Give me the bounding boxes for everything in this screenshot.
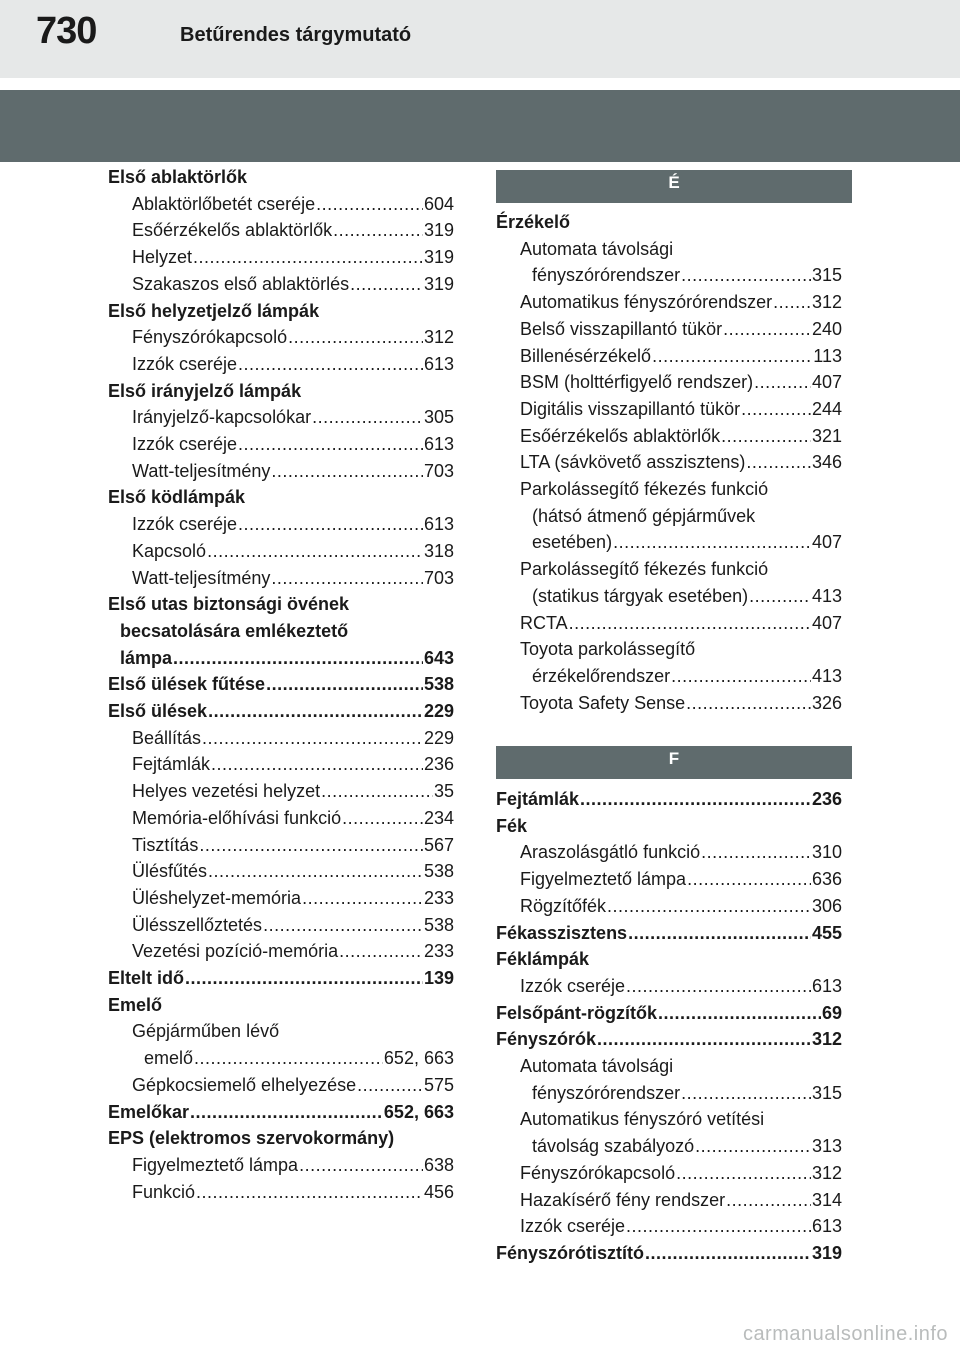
index-entry-term: Fejtámlák [496,789,580,809]
index-entry-term: (statikus tárgyak esetében) [532,585,749,606]
dot-leader [671,663,811,690]
index-entry-term: Hazakísérő fény rendszer [520,1189,726,1210]
index-entry [108,298,454,325]
index-entry-term: Parkolássegítő fékezés funkció [520,479,769,499]
index-entry-term: Memória-előhívási funkció [132,807,342,828]
index-entry [496,1160,842,1187]
index-entry-term: Fényszórókapcsoló [132,327,288,348]
index-entry [496,663,842,690]
dot-leader [626,1213,811,1240]
dot-leader [321,778,433,805]
index-entry [496,343,842,370]
index-entry [496,636,842,663]
index-entry-term: Izzók cseréje [520,1216,626,1237]
dot-leader [607,893,811,920]
index-entry [496,396,842,423]
index-entry-page: 236 [811,789,842,809]
index-entry [496,289,842,316]
dot-leader [580,786,811,813]
dot-leader [645,1240,811,1267]
index-entry [496,893,842,920]
index-entry-page: 346 [811,452,842,473]
index-entry-term: Belső visszapillantó tükör [520,318,723,339]
index-entry-page: 407 [811,612,842,633]
index-entry-page: 233 [423,941,454,962]
index-entry [108,1125,454,1152]
index-entry [108,645,454,672]
index-entry [496,1213,842,1240]
index-entry [108,191,454,218]
index-entry-page: 244 [811,398,842,419]
index-entry-term: Vezetési pozíció-memória [132,941,339,962]
dot-leader [208,858,423,885]
index-entry-term: Első utas biztonsági övének [108,594,350,615]
index-entry-page: 613 [423,434,454,454]
index-entry-page: 455 [811,922,842,943]
index-entry-page: 139 [423,968,454,988]
index-entry [108,992,454,1019]
index-entry [496,262,842,289]
index-entry [108,1099,454,1126]
dot-leader [754,369,811,396]
index-entry-page: 113 [813,345,842,366]
index-entry-term: BSM (holttérfigyelő rendszer) [520,372,754,393]
index-entry [108,1152,454,1179]
index-entry [108,1072,454,1099]
index-entry-page: 315 [811,1082,842,1103]
index-entry-page: 312 [811,1029,842,1050]
index-entry-page: 538 [423,861,454,882]
index-entry-page: 319 [423,220,454,241]
index-entry-term: Fejtámlák [132,754,211,775]
index-entry-page: 652, 663 [383,1048,454,1069]
index-entry-page: 652, 663 [383,1101,454,1122]
index-entry [108,858,454,885]
index-entry-term: Első ablaktörlők [108,167,248,187]
index-entry-term: Gépjárműben lévő [132,1021,280,1042]
index-entry [496,503,842,530]
dot-leader [207,538,423,565]
index-entry-term: Üléshelyzet-memória [132,887,302,908]
dot-leader [681,1080,811,1107]
index-entry-page: 319 [423,247,454,268]
index-entry [108,511,454,538]
dot-leader [626,973,811,1000]
index-entry [108,698,454,725]
watermark: carmanualsonline.info [742,1323,948,1345]
dot-leader [597,1026,811,1053]
index-entry-term: Érzékelő [496,212,571,232]
index-entry-term: Ülésfűtés [132,861,208,882]
dot-leader [773,289,811,316]
index-entry [108,912,454,939]
index-entry-term: (hátsó átmenő gépjárművek [532,505,756,526]
dot-leader [266,671,423,698]
dot-leader [333,217,423,244]
index-entry-page: 319 [811,1242,842,1263]
index-entry-page: 538 [423,674,454,695]
index-entry-term: Fékasszisztens [496,922,628,943]
dot-leader [173,645,423,672]
index-entry-term: Esőérzékelős ablaktörlők [132,220,333,241]
index-entry-term: Izzók cseréje [132,514,238,535]
index-entry-term: Automata távolsági [520,238,674,259]
index-entry [496,786,842,813]
index-entry-term: Funkció [132,1181,196,1202]
index-entry [496,1080,842,1107]
index-entry-page: 643 [423,647,454,668]
index-entry-page: 567 [423,834,454,855]
index-entry-term: LTA (sávkövető asszisztens) [520,452,746,473]
dot-leader [652,343,812,370]
index-entry-page: 456 [423,1181,454,1202]
dot-leader [681,262,811,289]
letter-heading-e [496,170,852,203]
index-entry-page: 312 [423,327,454,348]
index-entry [108,751,454,778]
index-entry-term: Gépkocsiemelő elhelyezése [132,1074,357,1095]
dot-leader [211,751,423,778]
index-entry [496,1000,842,1027]
dot-leader [190,1099,383,1126]
index-entry-page: 318 [423,540,454,561]
index-entry-term: Szakaszos első ablaktörlés [132,273,350,294]
index-entry-page: 240 [811,318,842,339]
index-entry [496,1133,842,1160]
index-entry-page: 575 [423,1074,454,1095]
index-entry [496,449,842,476]
index-entry-page: 306 [811,895,842,916]
index-entry-term: Féklámpák [496,949,590,970]
index-entry-term: Eltelt idő [108,968,184,988]
index-entry [108,965,454,992]
index-entry-page: 312 [811,1162,842,1183]
dot-leader [342,805,423,832]
dot-leader [208,698,423,725]
index-entry-page: 313 [811,1136,842,1157]
index-entry-term: Araszolásgátló funkció [520,842,701,863]
index-entry-term: Automata távolsági [520,1056,674,1076]
index-entry-term: érzékelőrendszer [532,665,671,686]
index-entry-page: 538 [423,914,454,935]
index-entry-term: Tisztítás [132,834,199,855]
index-entry [496,556,842,583]
dot-leader [271,458,423,485]
page-number: 730 [36,10,97,52]
index-entry [108,565,454,592]
index-entry-term: Irányjelző-kapcsolókar [132,407,312,428]
index-entry [108,431,454,458]
index-entry-term: Első irányjelző lámpák [108,380,302,401]
index-entry [496,813,842,840]
index-entry-page: 703 [423,460,454,481]
index-entry-term: Esőérzékelős ablaktörlők [520,425,721,446]
index-entry-page: 35 [433,781,454,802]
index-entry-term: Izzók cseréje [520,975,626,996]
index-entry-page: 314 [811,1189,842,1210]
index-entry-page: 613 [423,514,454,535]
dot-leader [658,1000,821,1027]
index-entry [496,423,842,450]
index-entry [496,1106,842,1133]
index-entry [108,271,454,298]
dot-leader [299,1152,423,1179]
index-entry-page: 229 [423,727,454,748]
index-entry-page: 613 [423,353,454,374]
index-entry [108,778,454,805]
index-entry-term: Rögzítőfék [520,895,607,916]
index-entry-page: 613 [811,975,842,996]
dot-leader [316,191,423,218]
index-entry-term: Izzók cseréje [132,434,238,454]
dot-leader [726,1187,811,1214]
index-entry [108,832,454,859]
index-entry-term: RCTA [520,612,568,633]
index-entry [108,805,454,832]
dot-leader [193,244,423,271]
index-entry [496,236,842,263]
dot-leader [339,938,423,965]
index-entry [496,209,842,236]
dot-leader [288,324,423,351]
index-entry [108,591,454,618]
index-entry-page: 233 [423,887,454,908]
index-entry [108,885,454,912]
dot-leader [687,866,811,893]
index-entry [108,458,454,485]
index-entry-term: Fényszórók [496,1029,597,1050]
index-entry-term: Fényszórótisztító [496,1242,645,1263]
index-entry-page: 407 [811,532,842,553]
index-entry-page: 321 [811,425,842,446]
index-entry [108,938,454,965]
index-entry-page: 413 [811,585,842,606]
index-entry-page: 638 [423,1154,454,1175]
index-entry-term: Első ülések [108,701,208,721]
index-entry-term: Fék [496,815,528,836]
index-entry-page: 604 [423,193,454,214]
index-entry [108,538,454,565]
index-entry-term: esetében) [532,532,613,553]
index-entry [108,378,454,405]
index-entry-page: 326 [811,692,842,713]
dot-leader [746,449,811,476]
dot-leader [194,1045,383,1072]
index-entry-term: EPS (elektromos szervokormány) [108,1128,395,1149]
dot-leader [741,396,811,423]
index-entry [108,725,454,752]
index-entry-term: Watt-teljesítmény [132,567,271,588]
index-entry-page: 613 [811,1216,842,1237]
index-entry [108,164,454,191]
index-entry-term: távolság szabályozó [532,1136,695,1157]
index-entry [496,1240,842,1267]
dot-leader [196,1179,423,1206]
dot-leader [185,965,423,992]
dot-leader [263,912,423,939]
index-entry-term: Billenésérzékelő [520,345,652,366]
index-entry-term: Automatikus fényszórórendszer [520,292,773,313]
letter-heading-label: F [668,749,680,768]
index-entry-term: Ülésszellőztetés [132,914,263,935]
dot-leader [199,832,423,859]
index-entry-page: 407 [811,372,842,393]
dot-leader [749,583,811,610]
index-entry-term: Figyelmeztető lámpa [520,869,687,890]
dot-leader [271,565,423,592]
index-entry-term: Emelő [108,994,163,1015]
page-header [0,0,960,78]
dot-leader [302,885,423,912]
index-entry-term: Ablaktörlőbetét cseréje [132,193,316,214]
index-entry [496,583,842,610]
index-entry-term: Helyzet [132,247,193,268]
index-entry-term: Automatikus fényszóró vetítési [520,1109,765,1130]
index-entry [108,1018,454,1045]
dot-leader [202,725,423,752]
dot-leader [628,920,811,947]
dot-leader [238,431,423,458]
index-entry-page: 229 [423,701,454,721]
index-entry-term: Izzók cseréje [132,353,238,374]
index-entry-term: Watt-teljesítmény [132,460,271,481]
index-entry [108,351,454,378]
letter-heading-label: É [668,173,680,192]
index-entry [496,973,842,1000]
index-entry [496,1053,842,1080]
index-entry [108,244,454,271]
index-entry-page: 69 [821,1002,842,1023]
dot-leader [312,404,423,431]
index-entry [496,316,842,343]
dot-leader [238,351,423,378]
index-entry [496,866,842,893]
index-entry-term: Beállítás [132,727,202,748]
index-entry [496,690,842,717]
index-entry-term: Felsőpánt-rögzítők [496,1002,657,1023]
index-entry-term: lámpa [120,647,173,668]
dot-leader [701,839,811,866]
index-entry-page: 636 [811,869,842,890]
index-entry-term: Parkolássegítő fékezés funkció [520,559,769,580]
index-entry-page: 310 [811,842,842,863]
index-entry [108,671,454,698]
index-entry-term: Digitális visszapillantó tükör [520,398,741,419]
index-entry [108,618,454,645]
index-entry-term: Helyes vezetési helyzet [132,781,321,802]
dot-leader [238,511,423,538]
index-entry-term: Toyota parkolássegítő [520,639,696,660]
dot-leader [676,1160,811,1187]
dot-leader [350,271,423,298]
dot-leader [569,610,811,637]
index-entry-page: 312 [811,292,842,313]
index-entry-term: emelő [144,1048,194,1069]
index-entry-term: Figyelmeztető lámpa [132,1154,299,1175]
index-entry [496,946,842,973]
index-entry-term: Toyota Safety Sense [520,692,686,713]
index-entry [496,529,842,556]
index-entry [496,839,842,866]
index-entry [108,404,454,431]
index-entry-term: Fényszórókapcsoló [520,1162,676,1183]
index-entry-term: Első ködlámpák [108,487,246,508]
index-entry-term: fényszórórendszer [532,1082,681,1103]
index-entry [496,1187,842,1214]
index-entry-page: 703 [423,567,454,588]
index-entry-page: 236 [423,754,454,775]
index-entry [496,369,842,396]
index-entry [496,476,842,503]
index-entry-term: Kapcsoló [132,540,207,561]
index-entry-term: fényszórórendszer [532,265,681,286]
letter-heading-f [496,746,852,779]
index-entry [108,217,454,244]
index-entry [496,1026,842,1053]
index-entry-term: Emelőkar [108,1101,190,1122]
index-entry [108,324,454,351]
dot-leader [686,690,811,717]
index-entry-term: Első ülések fűtése [108,674,266,695]
index-entry [496,610,842,637]
dot-leader [613,529,811,556]
dot-leader [723,316,811,343]
dot-leader [357,1072,423,1099]
dot-leader [695,1133,811,1160]
index-entry-page: 319 [423,273,454,294]
index-entry [108,1045,454,1072]
dot-leader [721,423,811,450]
index-entry [108,1179,454,1206]
index-entry-term: becsatolására emlékeztető [120,620,349,641]
index-entry [496,920,842,947]
index-entry [108,484,454,511]
index-entry-page: 315 [811,265,842,286]
header-band [0,90,960,162]
section-title: Betűrendes tárgymutató [180,24,412,46]
index-entry-page: 305 [423,407,454,428]
index-entry-page: 413 [811,665,842,686]
index-entry-term: Első helyzetjelző lámpák [108,300,320,321]
index-entry-page: 234 [423,807,454,828]
